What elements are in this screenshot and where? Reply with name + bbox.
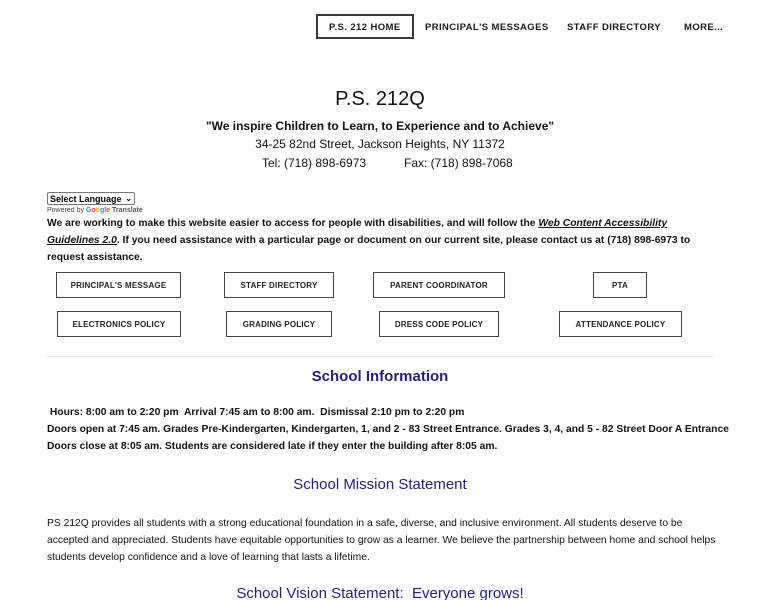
electronics-policy-button[interactable]: ELECTRONICS POLICY bbox=[57, 311, 181, 337]
school-fax: Fax: (718) 898-7068 bbox=[404, 156, 513, 170]
google-translate-attribution bbox=[47, 207, 143, 214]
wcag-link[interactable]: Web Content Accessibility Guidelines 2.0 bbox=[47, 218, 668, 246]
school-title: P.S. 212Q bbox=[335, 88, 425, 110]
google-logo: Google bbox=[85, 207, 111, 214]
mission-text: PS 212Q provides all students with a strong educational foundation in a safe, diverse, and inclusive environment. All students deserve to be accepted and appreciated. Students have equitable opportunities to grow as a learner. We believe the partnership between home and school helps students develop confidence and a love of learning that lasts a lifetime. bbox=[47, 518, 716, 563]
nav-staff-directory[interactable]: STAFF DIRECTORY bbox=[567, 22, 661, 33]
doors-close-line: Doors close at 8:05 am. Students are considered late if they enter the building after 8:05 am. bbox=[47, 441, 498, 452]
translate-label: Translate bbox=[112, 207, 143, 214]
top-navigation bbox=[0, 14, 760, 40]
vision-heading: School Vision Statement: Everyone grows! bbox=[236, 585, 524, 600]
staff-directory-button[interactable]: STAFF DIRECTORY bbox=[224, 272, 334, 298]
accessibility-text-cont: . If you need assistance with a particular page or document on our current site, please contact us at (718) 898-6973 to request assistance. bbox=[47, 235, 691, 263]
principals-message-button[interactable]: PRINCIPAL'S MESSAGE bbox=[56, 272, 181, 298]
language-select[interactable] bbox=[47, 192, 135, 205]
parent-coordinator-button[interactable]: PARENT COORDINATOR bbox=[373, 272, 505, 298]
pta-button[interactable]: PTA bbox=[593, 272, 647, 298]
powered-by-label: Powered by bbox=[47, 207, 84, 214]
school-information-text bbox=[47, 404, 727, 455]
grading-policy-button[interactable]: GRADING POLICY bbox=[226, 311, 332, 337]
section-divider bbox=[47, 356, 713, 357]
dress-code-policy-button[interactable]: DRESS CODE POLICY bbox=[379, 311, 499, 337]
nav-principals-messages[interactable]: PRINCIPAL'S MESSAGES bbox=[425, 22, 549, 33]
nav-home[interactable]: P.S. 212 HOME bbox=[316, 14, 414, 39]
school-phone: Tel: (718) 898-6973 bbox=[262, 156, 367, 170]
accessibility-statement bbox=[47, 215, 717, 266]
school-address: 34-25 82nd Street, Jackson Heights, NY 11372 bbox=[255, 137, 505, 151]
language-select-value: Select Language bbox=[50, 193, 122, 204]
doors-open-line: Doors open at 7:45 am. Grades Pre-Kindergarten, Kindergarten, 1, and 2 - 83 Street Entrance. Grades 3, 4, and 5 - 82 Street Door A Entrance bbox=[47, 424, 729, 435]
mission-heading: School Mission Statement bbox=[293, 476, 467, 493]
chevron-down-icon: ⌄ bbox=[125, 194, 132, 203]
hours-line: Hours: 8:00 am to 2:20 pm Arrival 7:45 am to 8:00 am. Dismissal 2:10 pm to 2:20 pm bbox=[47, 407, 465, 418]
attendance-policy-button[interactable]: ATTENDANCE POLICY bbox=[559, 311, 682, 337]
accessibility-text: We are working to make this website easier to access for people with disabilities, and will follow the bbox=[47, 218, 539, 229]
nav-more[interactable]: MORE... bbox=[684, 22, 724, 33]
school-information-heading: School Information bbox=[311, 368, 449, 385]
school-motto: "We inspire Children to Learn, to Experience and to Achieve" bbox=[205, 119, 555, 133]
